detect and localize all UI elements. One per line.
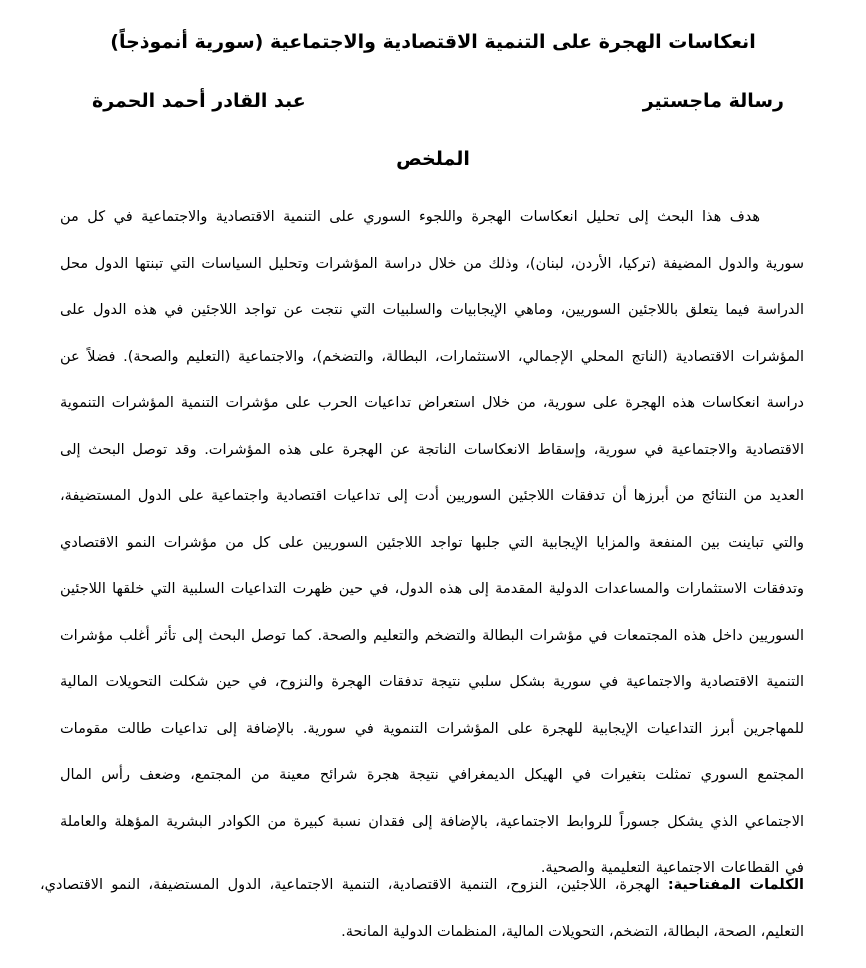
keywords-list: الهجرة، اللاجئين، النزوح، التنمية الاقتصادية، التنمية الاجتماعية، الدول المستضيفة، النمو الاقتصادي، التعليم، الصحة، البطالة، التضخم، التحويلات المالية، المنظمات الدولية المانحة.: [40, 877, 804, 940]
abstract-paragraph: هدف هذا البحث إلى تحليل انعكاسات الهجرة واللجوء السوري على التنمية الاقتصادية والاجتماعية في كل من سورية والدول المضيفة (تركيا، الأردن، لبنان)، وذلك من خلال دراسة المؤشرات وتحليل السياسات التي تبنتها الدول محل الدراسة فيما يتعلق باللاجئين السوريين، وماهي الإيجابيات والسلبيات التي نتجت عن تواجد اللاجئين في هذه الدول على المؤشرات الاقتصادية (الناتج المحلي الإجمالي، الاستثمارات، البطالة، والتضخم)، والاجتماعية (التعليم والصحة). فضلاً عن دراسة انعكاسات هذه الهجرة على سورية، من خلال استعراض تداعيات الحرب على مؤشرات التنمية المؤشرات التنموية الاقتصادية والاجتماعية في سورية، وإسقاط الانعكاسات الناتجة عن الهجرة على هذه المؤشرات. وقد توصل البحث إلى العديد من النتائج من أبرزها أن تدفقات اللاجئين السوريين أدت إلى تداعيات اقتصادية واجتماعية على الدول المستضيفة، والتي تباينت بين المنفعة والمزايا الإيجابية التي جلبها تواجد اللاجئين السوريين على كل من مؤشرات النمو الاقتصادي وتدفقات الاستثمارات والمساعدات الدولية المقدمة إلى هذه الدول، في حين ظهرت التداعيات السلبية التي خلقها اللاجئين السوريين داخل هذه المجتمعات في مؤشرات البطالة والتضخم والتعليم والصحة. كما توصل البحث إلى تأثر أغلب مؤشرات التنمية الاقتصادية والاجتماعية في سورية بشكل سلبي نتيجة تدفقات الهجرة والنزوح، في حين شكلت التحويلات المالية للمهاجرين أبرز التداعيات الإيجابية للهجرة على المؤشرات التنموية في سورية. بالإضافة إلى تداعيات طالت مقومات المجتمع السوري تمثلت بتغيرات في الهيكل الديمغرافي نتيجة هجرة شرائح معينة من المجتمع، وضعف رأس المال الاجتماعي الذي يشكل جسوراً للروابط الاجتماعية، بالإضافة إلى فقدان نسبة كبيرة من الكوادر البشرية المؤهلة والعاملة في القطاعات الاجتماعية التعليمية والصحية.: [60, 209, 804, 876]
keywords-label: الكلمات المفتاحية:: [667, 877, 804, 893]
abstract-heading: الملخص: [396, 148, 470, 170]
author-name: عبد القادر أحمد الحمرة: [92, 90, 306, 112]
thesis-type: رسالة ماجستير: [642, 90, 784, 112]
document-title: انعكاسات الهجرة على التنمية الاقتصادية والاجتماعية (سورية أنموذجاً): [110, 31, 756, 53]
keywords-paragraph: [40, 862, 804, 955]
meta-row: [40, 86, 826, 116]
